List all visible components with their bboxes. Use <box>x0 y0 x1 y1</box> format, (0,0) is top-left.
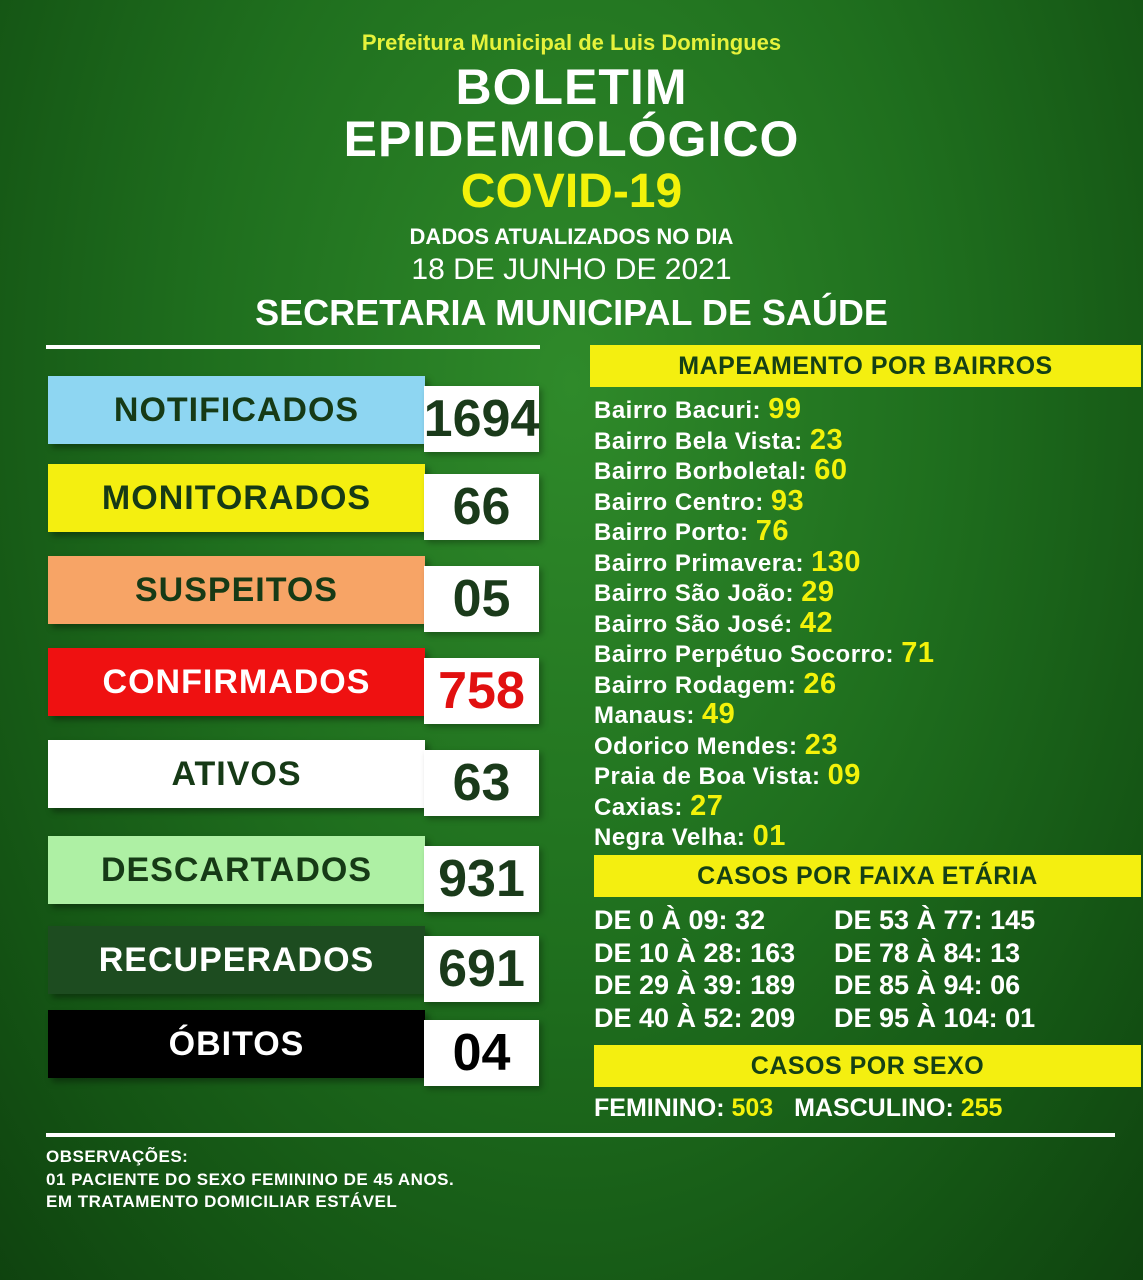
bairro-value: 29 <box>801 576 835 608</box>
stat-notificados <box>46 376 540 448</box>
stat-value: 63 <box>424 750 539 816</box>
title-epidemiologico: EPIDEMIOLÓGICO <box>343 111 800 167</box>
masculino-value: 255 <box>960 1094 1003 1122</box>
bairro-name: Bairro Primavera: <box>594 549 804 577</box>
stat-ativos <box>46 740 540 812</box>
bairro-name: Negra Velha: <box>594 824 746 851</box>
faixa-etaria-row <box>594 937 1114 970</box>
sexo-line <box>594 1094 1002 1123</box>
stat-confirmados <box>46 648 540 720</box>
stat-monitorados <box>46 464 540 536</box>
faixa-etaria-right: DE 85 À 94: 06 <box>834 970 1021 1000</box>
feminino-value: 503 <box>731 1094 774 1122</box>
bairro-name: Praia de Boa Vista: <box>594 763 821 790</box>
bairro-value: 130 <box>811 545 861 578</box>
bairro-value: 01 <box>752 820 786 852</box>
faixa-etaria-right: DE 78 À 84: 13 <box>834 937 1021 968</box>
title-covid: COVID-19 <box>460 165 683 218</box>
department-name: SECRETARIA MUNICIPAL DE SAÚDE <box>255 292 888 333</box>
bairro-item <box>594 638 934 669</box>
divider-top-left <box>46 345 540 349</box>
faixa-etaria-right: DE 95 À 104: 01 <box>834 1002 1036 1033</box>
stat-value: 931 <box>424 846 539 912</box>
faixa-etaria-left: DE 0 À 09: 32 <box>594 905 766 935</box>
bairro-item <box>594 699 934 730</box>
bairro-value: 99 <box>768 393 802 425</box>
bairro-item <box>594 455 934 486</box>
stat-suspeitos <box>46 556 540 628</box>
stat-value: 1694 <box>424 386 539 452</box>
stat-recuperados <box>46 926 540 998</box>
bairro-name: Caxias: <box>594 793 683 821</box>
faixa-etaria-grid <box>594 904 1114 1034</box>
faixa-etaria-row <box>594 904 1114 937</box>
observacoes-line1: 01 PACIENTE DO SEXO FEMININO DE 45 ANOS. <box>46 1170 455 1189</box>
bairro-item <box>594 394 934 425</box>
stat-descartados <box>46 836 540 908</box>
bairro-item <box>594 577 934 608</box>
stat-label: DESCARTADOS <box>48 836 425 904</box>
bairro-value: 49 <box>702 698 736 730</box>
bairro-item <box>594 608 934 639</box>
bairros-list <box>594 394 934 852</box>
stat-value: 05 <box>424 566 539 632</box>
bairro-item <box>594 669 934 700</box>
stat-value: 66 <box>424 474 539 540</box>
stat-label: CONFIRMADOS <box>48 648 425 716</box>
bairro-item <box>594 547 934 578</box>
bairro-value: 27 <box>690 789 724 822</box>
bairro-name: Bairro Bacuri: <box>594 397 762 424</box>
bairros-header: MAPEAMENTO POR BAIRROS <box>590 345 1141 387</box>
bairro-name: Bairro São José: <box>594 610 793 638</box>
observacoes-line2: EM TRATAMENTO DOMICILIAR ESTÁVEL <box>46 1192 398 1211</box>
bairro-value: 93 <box>770 484 805 517</box>
bairro-value: 09 <box>827 759 861 791</box>
faixa-etaria-left: DE 29 À 39: 189 <box>594 970 796 1000</box>
bairro-name: Bairro Centro: <box>594 488 764 516</box>
stat-label: RECUPERADOS <box>48 926 425 994</box>
organization-name: Prefeitura Municipal de Luis Domingues <box>361 30 782 55</box>
stat-obitos <box>46 1010 540 1082</box>
stat-value: 758 <box>424 658 539 724</box>
faixa-etaria-right: DE 53 À 77: 145 <box>834 905 1036 935</box>
bairro-name: Bairro Porto: <box>594 519 749 546</box>
bairro-item <box>594 516 934 547</box>
faixa-etaria-row <box>594 1002 1114 1035</box>
divider-bottom <box>46 1133 1115 1137</box>
observacoes-title: OBSERVAÇÕES: <box>46 1147 189 1166</box>
feminino-label: FEMININO: <box>594 1094 725 1122</box>
bairro-item <box>594 821 934 852</box>
title-boletim: BOLETIM <box>455 59 688 115</box>
faixa-etaria-row <box>594 969 1114 1002</box>
bairro-value: 60 <box>814 454 848 486</box>
stat-label: ATIVOS <box>48 740 425 808</box>
bairro-value: 76 <box>755 515 789 547</box>
bairro-name: Manaus: <box>594 702 695 729</box>
bairro-name: Bairro Perpétuo Socorro: <box>594 641 895 668</box>
bairro-item <box>594 486 934 517</box>
bairro-item <box>594 425 934 456</box>
stat-label: ÓBITOS <box>48 1010 425 1078</box>
stat-label: MONITORADOS <box>48 464 425 532</box>
bairro-name: Bairro Bela Vista: <box>594 427 803 455</box>
stat-value: 04 <box>424 1020 539 1086</box>
stat-label: SUSPEITOS <box>48 556 425 624</box>
bairro-item <box>594 791 934 822</box>
bairro-name: Odorico Mendes: <box>594 732 798 760</box>
bairro-item <box>594 760 934 791</box>
bairro-item <box>594 730 934 761</box>
sexo-header: CASOS POR SEXO <box>594 1045 1141 1087</box>
bairro-value: 23 <box>804 728 838 761</box>
faixa-etaria-left: DE 40 À 52: 209 <box>594 1002 796 1033</box>
bairro-value: 42 <box>799 606 834 639</box>
bairro-name: Bairro São João: <box>594 580 795 607</box>
bairro-name: Bairro Rodagem: <box>594 671 797 699</box>
bairro-value: 71 <box>901 637 935 669</box>
report-date: 18 DE JUNHO DE 2021 <box>411 253 732 286</box>
bairro-name: Bairro Borboletal: <box>594 458 808 485</box>
updated-label: DADOS ATUALIZADOS NO DIA <box>409 224 734 249</box>
masculino-label: MASCULINO: <box>794 1094 954 1122</box>
bairro-value: 23 <box>809 423 844 456</box>
stat-label: NOTIFICADOS <box>48 376 425 444</box>
faixa-etaria-left: DE 10 À 28: 163 <box>594 937 796 968</box>
stat-value: 691 <box>424 936 539 1002</box>
faixa-etaria-header: CASOS POR FAIXA ETÁRIA <box>594 855 1141 897</box>
bairro-value: 26 <box>803 667 837 700</box>
